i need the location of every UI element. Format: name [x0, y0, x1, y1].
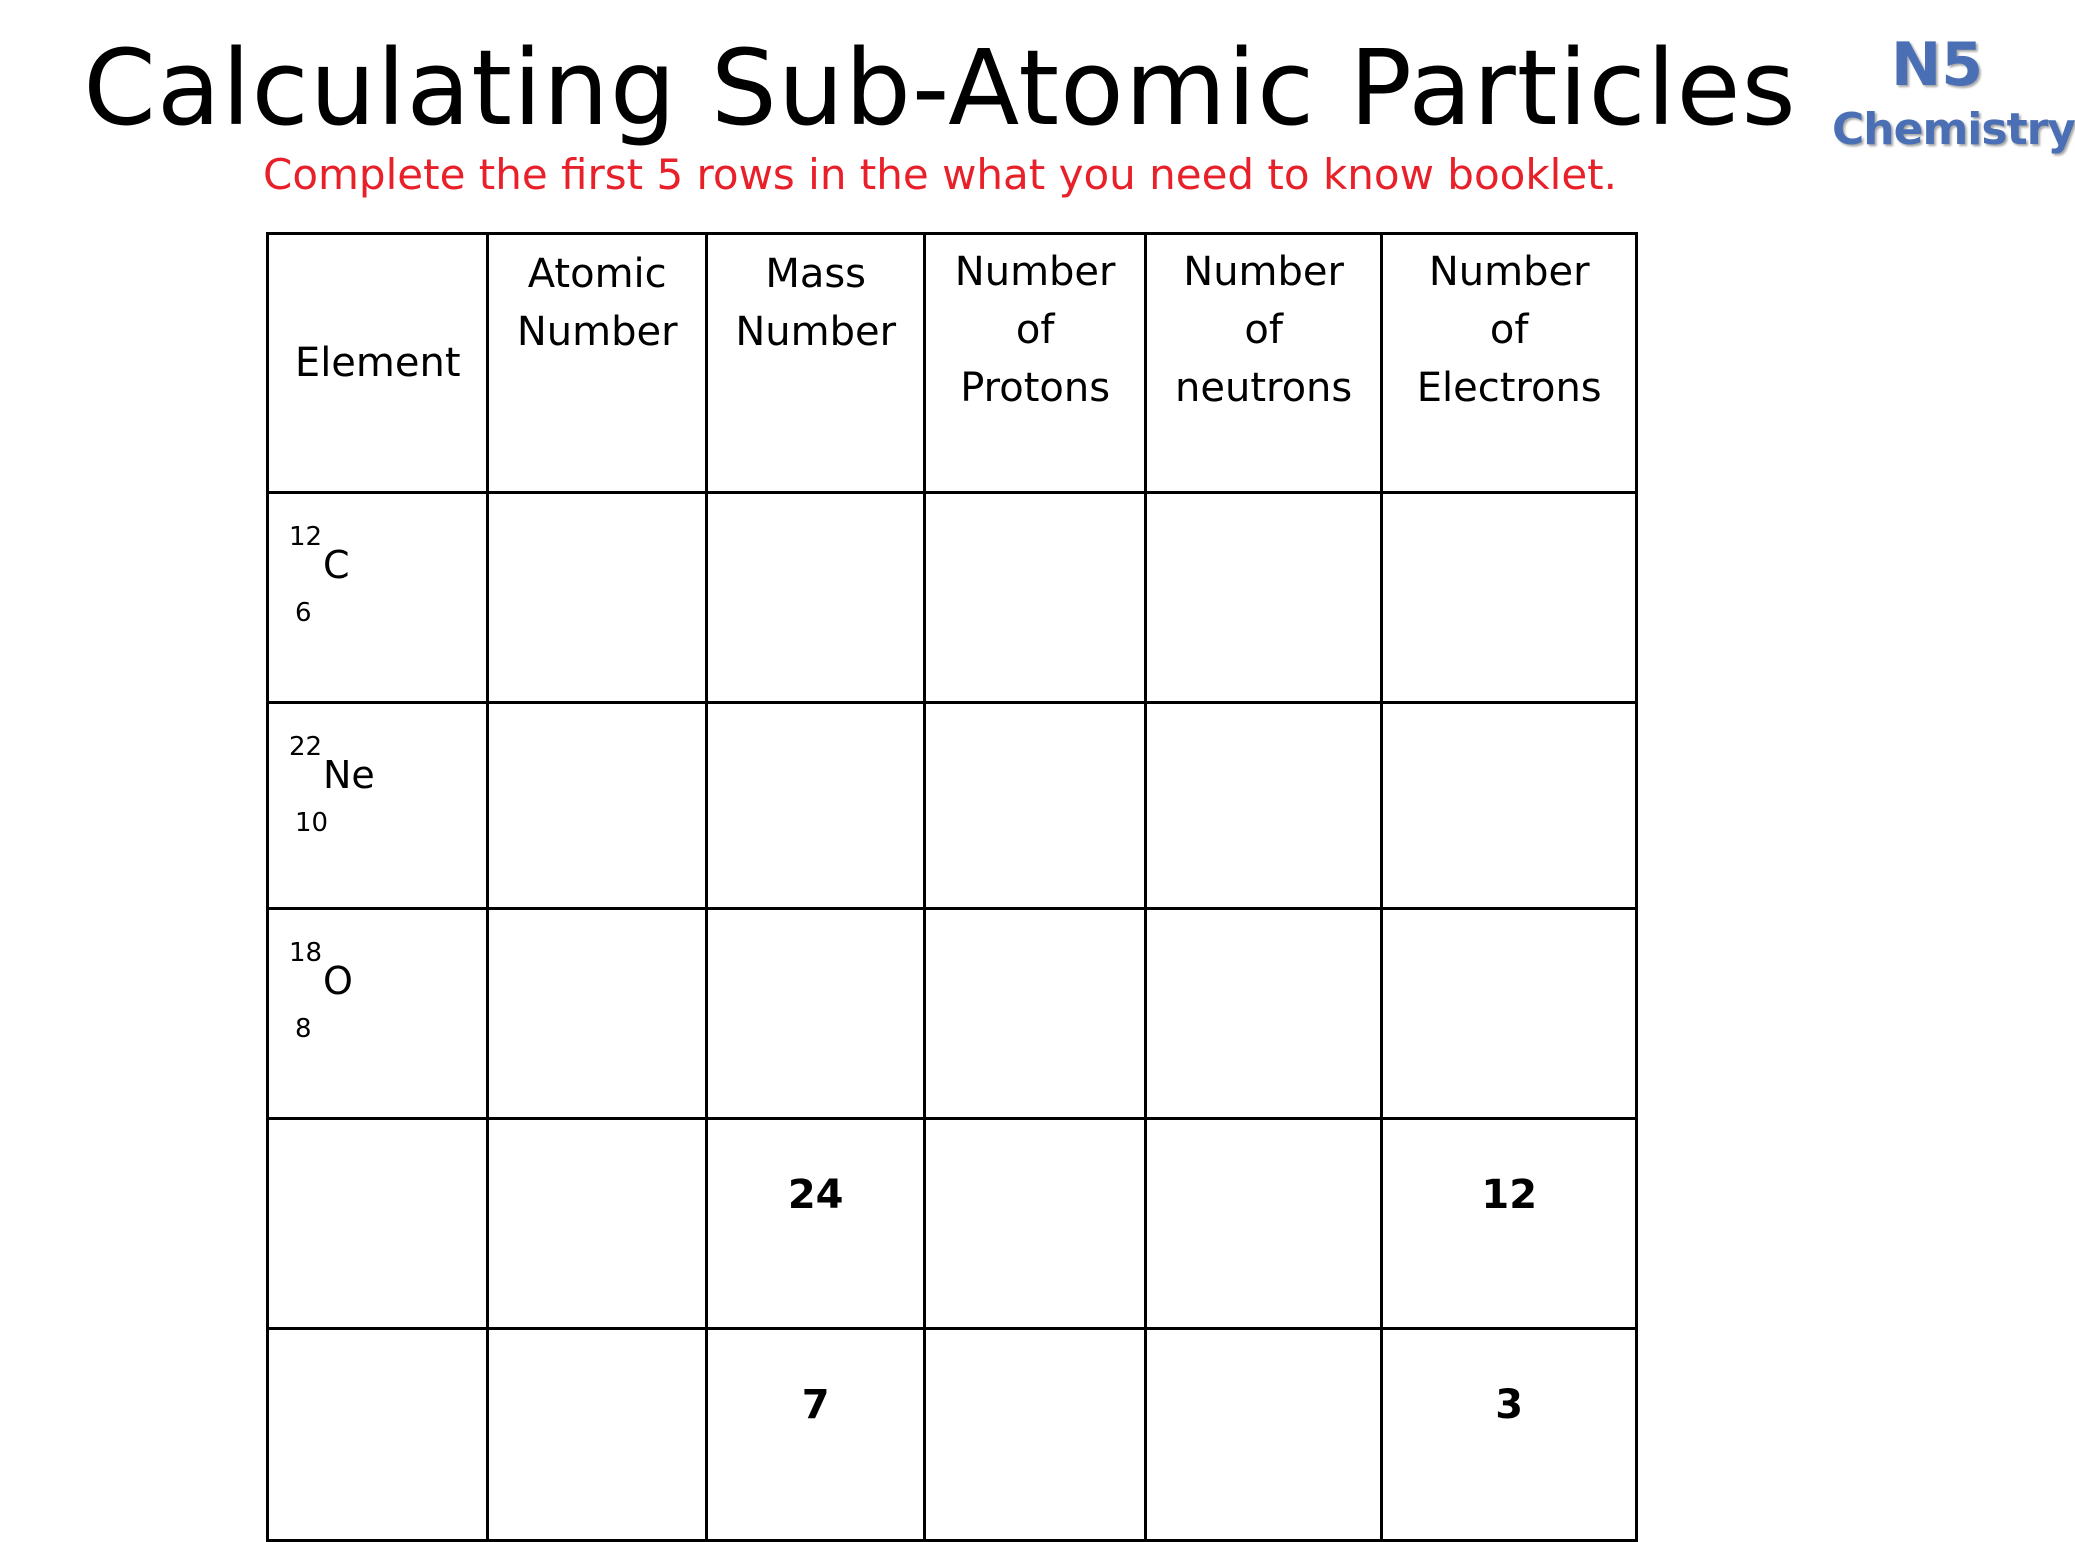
protons-cell[interactable] — [925, 1119, 1145, 1329]
badge-level: N5 — [1891, 30, 1983, 100]
mass-number-label: 12 — [289, 522, 323, 552]
protons-cell[interactable] — [925, 703, 1145, 909]
header-electrons-line1: Number — [1428, 249, 1590, 295]
atomic-number-label: 8 — [295, 1014, 312, 1044]
atomic-number-cell[interactable] — [488, 703, 706, 909]
atomic-number-cell[interactable] — [488, 493, 706, 703]
atomic-number-label: 6 — [295, 598, 312, 628]
element-cell[interactable] — [268, 1119, 488, 1329]
header-mass-line2: Number — [735, 309, 897, 355]
table-row — [268, 909, 1637, 1119]
element-symbol: Ne — [323, 753, 375, 797]
isotope-notation — [269, 910, 486, 1117]
mass-number-cell[interactable] — [706, 493, 924, 703]
atomic-number-cell[interactable] — [488, 1329, 706, 1541]
isotope-notation — [269, 494, 486, 701]
header-atomic-line1: Atomic — [527, 251, 667, 297]
mass-number-cell[interactable] — [706, 703, 924, 909]
table-header-row — [268, 234, 1637, 493]
table-row — [268, 1329, 1637, 1541]
neutrons-cell[interactable] — [1145, 493, 1382, 703]
element-cell[interactable] — [268, 909, 488, 1119]
header-mass-number — [706, 234, 924, 493]
element-symbol: O — [323, 959, 353, 1003]
particles-table — [266, 232, 1638, 1542]
header-protons-line3: Protons — [960, 365, 1111, 411]
table-row — [268, 1119, 1637, 1329]
header-protons-line2: of — [1015, 307, 1055, 353]
mass-number-cell[interactable] — [706, 909, 924, 1119]
mass-number-label: 18 — [289, 938, 323, 968]
electrons-cell[interactable]: 3 — [1382, 1329, 1637, 1541]
page-title: Calculating Sub-Atomic Particles — [83, 27, 1797, 149]
n5-chemistry-badge — [1832, 30, 2075, 160]
electrons-cell[interactable]: 12 — [1382, 1119, 1637, 1329]
header-element — [268, 234, 488, 493]
element-symbol: C — [323, 543, 350, 587]
neutrons-cell[interactable] — [1145, 909, 1382, 1119]
header-neutrons-line1: Number — [1183, 249, 1344, 295]
mass-number-cell[interactable]: 24 — [706, 1119, 924, 1329]
element-cell[interactable] — [268, 493, 488, 703]
atomic-number-label: 10 — [295, 808, 329, 838]
neutrons-cell[interactable] — [1145, 703, 1382, 909]
mass-number-cell[interactable]: 7 — [706, 1329, 924, 1541]
neutrons-cell[interactable] — [1145, 1329, 1382, 1541]
element-cell[interactable] — [268, 1329, 488, 1541]
table-row — [268, 703, 1637, 909]
instruction-text: Complete the first 5 rows in the what you need to know booklet. — [263, 150, 1617, 199]
atomic-number-cell[interactable] — [488, 1119, 706, 1329]
header-protons-line1: Number — [954, 249, 1116, 295]
header-neutrons-line3: neutrons — [1175, 365, 1353, 411]
element-cell[interactable] — [268, 703, 488, 909]
protons-cell[interactable] — [925, 909, 1145, 1119]
header-protons — [925, 234, 1145, 493]
header-mass-line1: Mass — [765, 251, 867, 297]
header-atomic-number — [488, 234, 706, 493]
badge-subject: Chemistry — [1832, 104, 2075, 155]
electrons-cell[interactable] — [1382, 909, 1637, 1119]
table-row — [268, 493, 1637, 703]
electrons-cell[interactable] — [1382, 703, 1637, 909]
header-neutrons — [1145, 234, 1382, 493]
protons-cell[interactable] — [925, 493, 1145, 703]
isotope-notation — [269, 704, 486, 907]
mass-number-label: 22 — [289, 732, 323, 762]
protons-cell[interactable] — [925, 1329, 1145, 1541]
atomic-number-cell[interactable] — [488, 909, 706, 1119]
header-electrons-line2: of — [1489, 307, 1529, 353]
header-neutrons-line2: of — [1244, 307, 1283, 353]
header-electrons-line3: Electrons — [1416, 365, 1602, 411]
header-atomic-line2: Number — [516, 309, 678, 355]
header-element-label: Element — [294, 340, 461, 386]
header-electrons — [1382, 234, 1637, 493]
electrons-cell[interactable] — [1382, 493, 1637, 703]
neutrons-cell[interactable] — [1145, 1119, 1382, 1329]
